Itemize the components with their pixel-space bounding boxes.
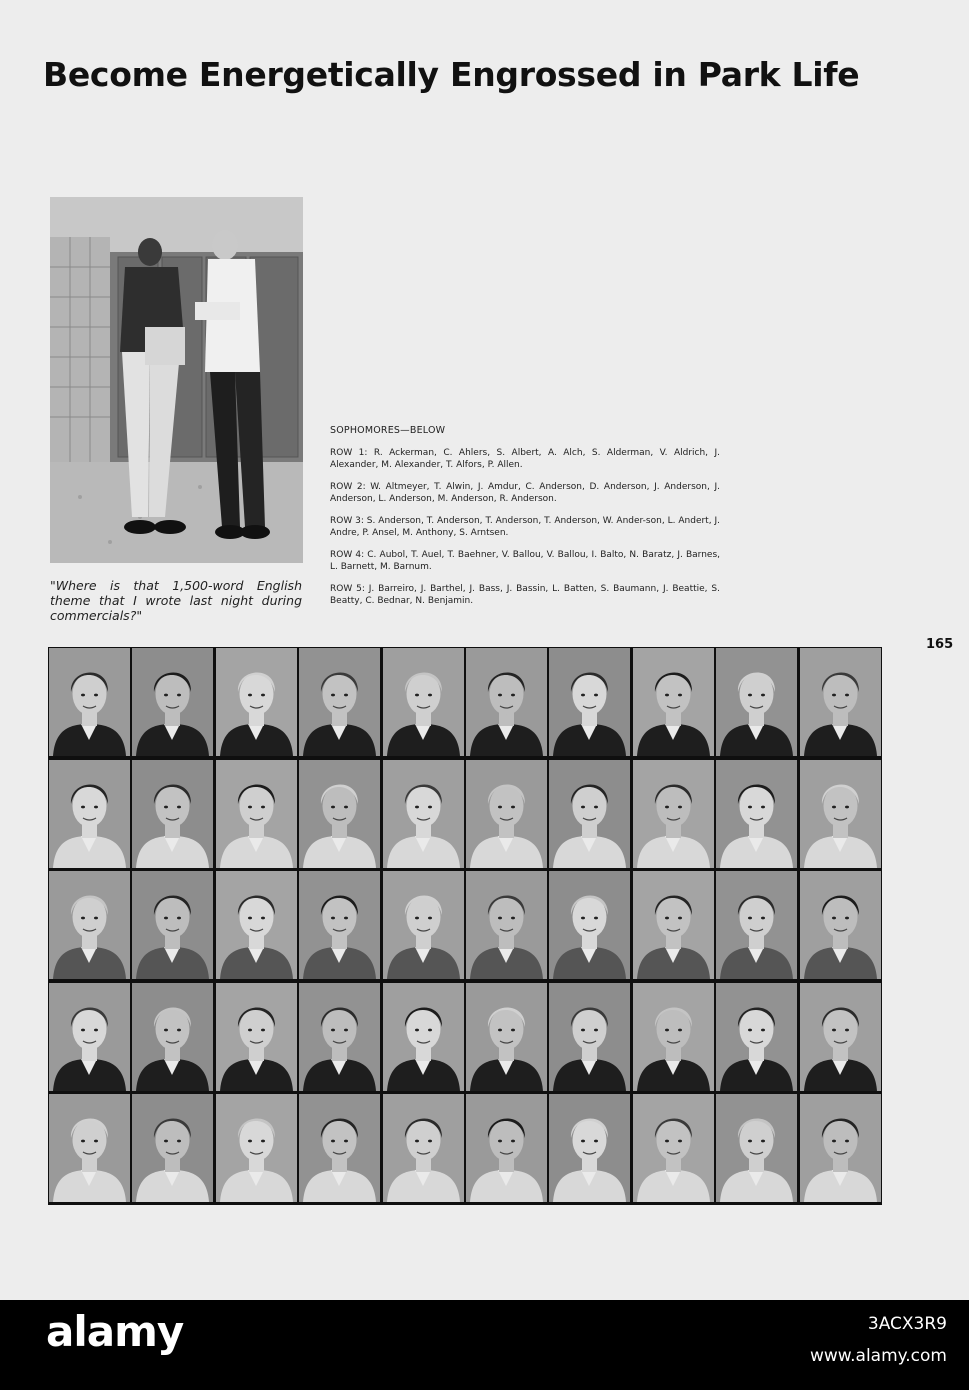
student-portrait [383, 983, 464, 1091]
student-portrait [299, 760, 380, 868]
roster-row: ROW 2: W. Altmeyer, T. Alwin, J. Amdur, C. Anderson, D. Anderson, J. Anderson, J. Anderson, L. Anderson, M. Anderson, R. Anderson. [330, 482, 720, 504]
student-portrait [132, 760, 213, 868]
student-portrait [549, 1094, 630, 1202]
student-portrait [716, 648, 797, 756]
student-portrait [132, 871, 213, 979]
student-portrait [466, 760, 547, 868]
student-portrait [383, 648, 464, 756]
student-portrait [633, 871, 714, 979]
student-portrait [49, 648, 130, 756]
roster-row: ROW 1: R. Ackerman, C. Ahlers, S. Albert, A. Alch, S. Alderman, V. Aldrich, J. Alexander, M. Alexander, T. Alfors, P. Allen. [330, 448, 720, 470]
watermark-image-id: 3ACX3R9 [867, 1314, 947, 1334]
student-portrait [383, 760, 464, 868]
student-portrait [633, 760, 714, 868]
student-portrait [216, 648, 297, 756]
student-portrait [466, 871, 547, 979]
student-portrait [716, 1094, 797, 1202]
student-portrait [466, 648, 547, 756]
portrait-grid [48, 647, 882, 1205]
student-portrait [800, 760, 881, 868]
student-portrait [633, 648, 714, 756]
student-portrait [549, 871, 630, 979]
student-portrait [299, 648, 380, 756]
student-portrait [716, 983, 797, 1091]
student-portrait [49, 983, 130, 1091]
student-portrait [383, 1094, 464, 1202]
student-portrait [383, 871, 464, 979]
student-portrait [466, 983, 547, 1091]
student-portrait [132, 648, 213, 756]
student-portrait [800, 648, 881, 756]
locker-photo [50, 197, 303, 563]
student-portrait [800, 871, 881, 979]
student-portrait [216, 1094, 297, 1202]
student-portrait [633, 1094, 714, 1202]
student-portrait [216, 760, 297, 868]
roster-row: ROW 3: S. Anderson, T. Anderson, T. Anderson, T. Anderson, W. Ander-son, L. Andert, J. Andre, P. Ansel, M. Anthony, S. Arntsen. [330, 516, 720, 538]
student-portrait [299, 983, 380, 1091]
student-portrait [132, 1094, 213, 1202]
student-portrait [800, 983, 881, 1091]
student-portrait [132, 983, 213, 1091]
student-portrait [549, 648, 630, 756]
page-headline: Become Energetically Engrossed in Park Life [43, 55, 860, 94]
student-portrait [216, 871, 297, 979]
page-number: 165 [926, 637, 954, 652]
roster-heading: SOPHOMORES—BELOW [330, 425, 446, 436]
student-portrait [49, 760, 130, 868]
sophomore-roster [330, 425, 720, 617]
student-portrait [549, 760, 630, 868]
student-portrait [299, 1094, 380, 1202]
roster-row: ROW 5: J. Barreiro, J. Barthel, J. Bass, J. Bassin, L. Batten, S. Baumann, J. Beattie, S. Beatty, C. Bednar, N. Benjamin. [330, 584, 720, 606]
student-portrait [216, 983, 297, 1091]
student-portrait [549, 983, 630, 1091]
student-portrait [466, 1094, 547, 1202]
photo-caption: "Where is that 1,500-word English theme that I wrote last night during commercials?" [50, 578, 302, 623]
student-portrait [716, 760, 797, 868]
watermark-logo: alamy [46, 1307, 184, 1356]
student-portrait [299, 871, 380, 979]
student-portrait [49, 1094, 130, 1202]
roster-row: ROW 4: C. Aubol, T. Auel, T. Baehner, V. Ballou, V. Ballou, I. Balto, N. Baratz, J. Barnes, L. Barnett, M. Barnum. [330, 550, 720, 572]
student-portrait [49, 871, 130, 979]
student-portrait [716, 871, 797, 979]
watermark-url: www.alamy.com [809, 1346, 947, 1366]
locker-scene-image [50, 197, 303, 563]
student-portrait [633, 983, 714, 1091]
student-portrait [800, 1094, 881, 1202]
